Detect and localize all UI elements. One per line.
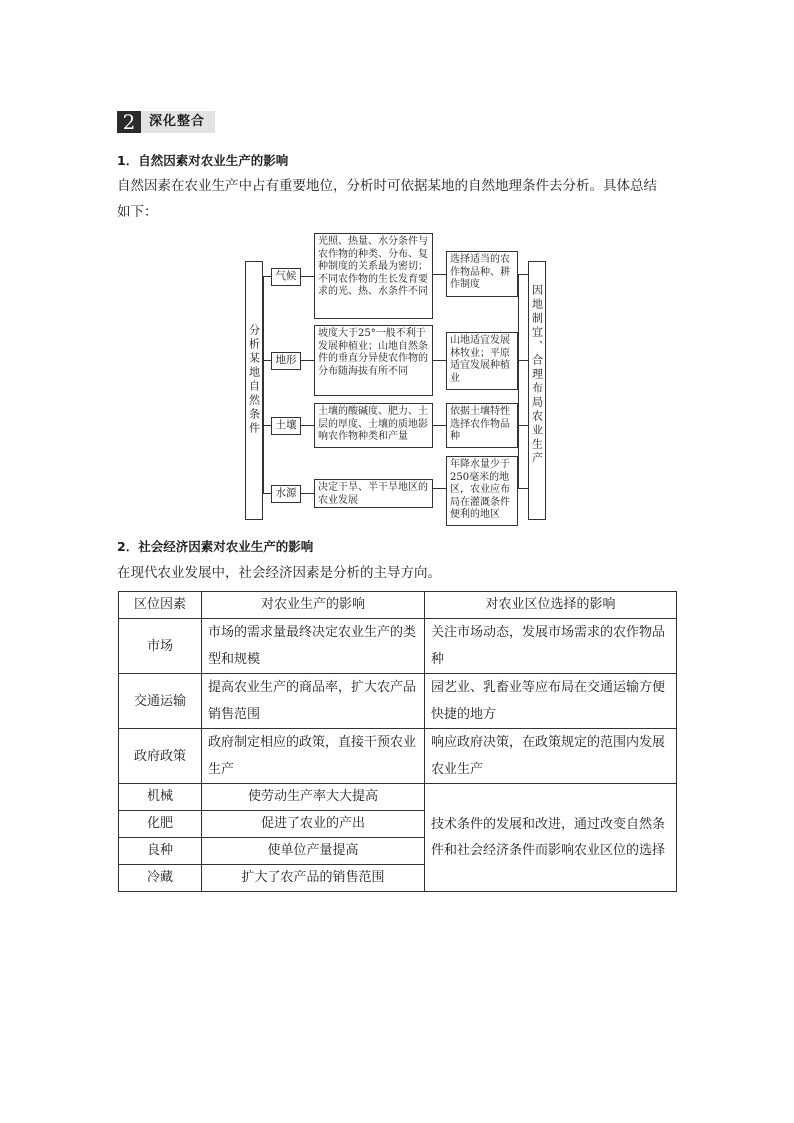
section-title: 深化整合 [141, 111, 215, 133]
table-row [119, 619, 677, 674]
factor-cell: 市场 [119, 619, 202, 674]
part1-heading: 1．自然因素对农业生产的影响 [117, 153, 289, 168]
choice-cell: 响应政府决策，在政策规定的范围内发展农业生产 [425, 729, 677, 784]
part2-heading: 2．社会经济因素对农业生产的影响 [117, 539, 314, 554]
choice-cell: 园艺业、乳畜业等应布局在交通运输方便快捷的地方 [425, 674, 677, 729]
table-row [119, 674, 677, 729]
socioeconomic-factors-table [118, 591, 677, 892]
impact-climate: 光照、热量、水分条件与农作物的种类、分布、复种制度的关系最为密切；不同农作物的生长发育要求的光、热、水条件不同 [314, 233, 433, 319]
impact-soil: 土壤的酸碱度、肥力、土层的厚度、土壤的质地影响农作物种类和产量 [314, 403, 433, 448]
factor-cell: 良种 [119, 838, 202, 865]
effect-cell: 促进了农业的产出 [202, 811, 425, 838]
table-header: 区位因素 [119, 592, 202, 619]
diagram-right-label: 因地制宜、合理布局农业生产 [530, 284, 544, 466]
result-soil: 依据土壤特性选择农作物品种 [446, 403, 518, 448]
category-terrain: 地形 [271, 352, 301, 370]
category-water: 水源 [271, 485, 301, 503]
table-header-row [119, 592, 677, 619]
part1-intro-line1: 自然因素在农业生产中占有重要地位，分析时可依据某地的自然地理条件去分析。具体总结 [117, 178, 657, 194]
effect-cell: 提高农业生产的商品率，扩大农产品销售范围 [202, 674, 425, 729]
effect-cell: 使单位产量提高 [202, 838, 425, 865]
category-soil: 土壤 [271, 417, 301, 435]
section-number: 2 [117, 111, 141, 133]
diagram-left-label: 分析某地自然条件 [247, 324, 261, 436]
tech-choice-cell: 技术条件的发展和改进，通过改变自然条件和社会经济条件而影响农业区位的选择 [425, 784, 677, 892]
effect-cell: 政府制定相应的政策，直接干预农业生产 [202, 729, 425, 784]
factor-cell: 冷藏 [119, 865, 202, 892]
factor-cell: 化肥 [119, 811, 202, 838]
table-row [119, 729, 677, 784]
diagram-left-box [245, 261, 263, 520]
factor-cell: 政府政策 [119, 729, 202, 784]
factor-cell: 机械 [119, 784, 202, 811]
table-header: 对农业生产的影响 [202, 592, 425, 619]
impact-water: 决定干旱、半干旱地区的农业发展 [314, 479, 433, 508]
effect-cell: 市场的需求量最终决定农业生产的类型和规模 [202, 619, 425, 674]
table-row [119, 784, 677, 811]
effect-cell: 扩大了农产品的销售范围 [202, 865, 425, 892]
part1-intro-line2: 如下： [117, 204, 158, 220]
table-header: 对农业区位选择的影响 [425, 592, 677, 619]
result-climate: 选择适当的农作物品种、耕作制度 [446, 251, 518, 297]
diagram-right-box [528, 261, 546, 520]
result-water: 年降水量少于250毫米的地区，农业应布局在灌溉条件便利的地区 [446, 456, 518, 526]
connector-right-vertical [518, 274, 519, 488]
factor-cell: 交通运输 [119, 674, 202, 729]
effect-cell: 使劳动生产率大大提高 [202, 784, 425, 811]
impact-terrain: 坡度大于25°一般不利于发展种植业；山地自然条件的垂直分异使农作物的分布随海拔有所不同 [314, 325, 433, 396]
choice-cell: 关注市场动态，发展市场需求的农作物品种 [425, 619, 677, 674]
category-climate: 气候 [271, 268, 301, 286]
connector-left-vertical [263, 276, 264, 493]
part2-intro: 在现代农业发展中，社会经济因素是分析的主导方向。 [117, 565, 441, 581]
result-terrain: 山地适宜发展林牧业；平原适宜发展种植业 [446, 332, 518, 390]
